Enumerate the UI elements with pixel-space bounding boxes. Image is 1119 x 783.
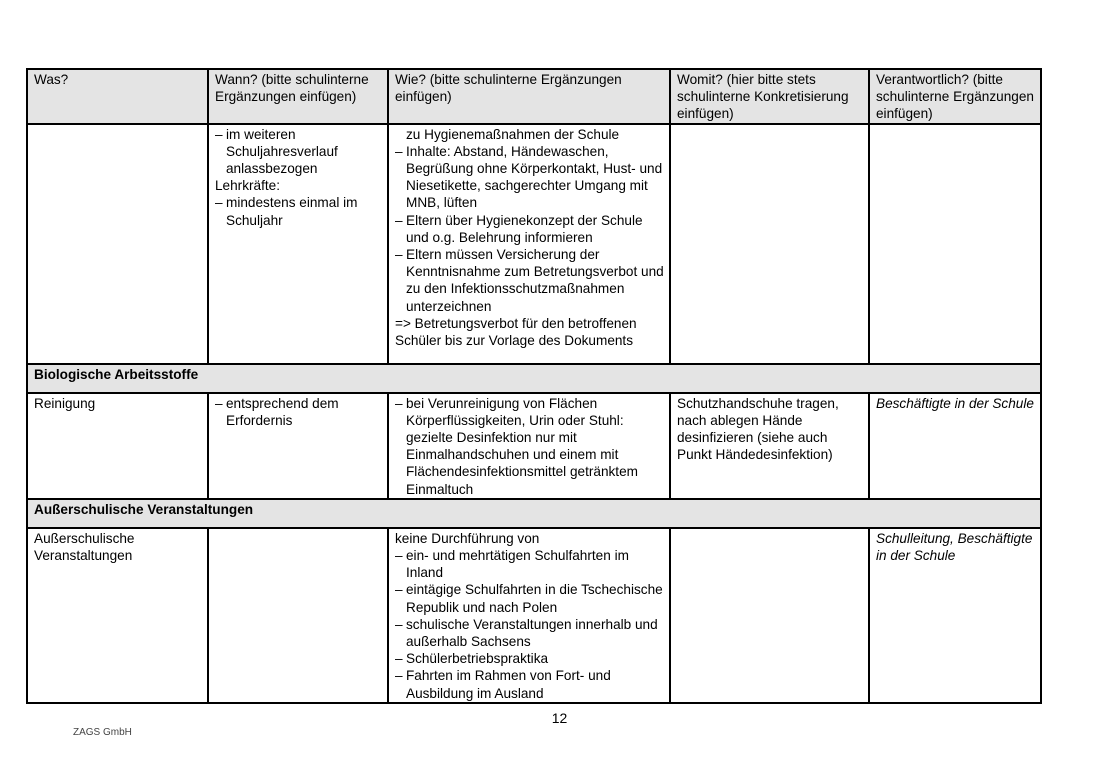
list-item: – Fahrten im Rahmen von Fort- und Ausbildung im Ausland <box>395 667 664 701</box>
list-item: – im weiteren Schuljahresverlauf anlassbezogen <box>215 126 382 178</box>
section-title-biologisch: Biologische Arbeitsstoffe <box>27 364 1041 393</box>
cell-verantwortlich <box>869 124 1041 364</box>
table-row <box>27 124 1041 364</box>
wann-list <box>215 126 382 178</box>
cell-wie <box>388 528 670 703</box>
header-row <box>27 69 1041 124</box>
list-item: – eintägige Schulfahrten in die Tschechische Republik und nach Polen <box>395 581 664 615</box>
cell-was: Reinigung <box>27 393 208 499</box>
list-item: – Eltern über Hygienekonzept der Schule und o.g. Belehrung informieren <box>395 212 664 246</box>
list-item: – Inhalte: Abstand, Händewaschen, Begrüßung ohne Körperkontakt, Hust- und Niesetikette, sachgerechter Umgang mit MNB, lüften <box>395 143 664 212</box>
cell-womit <box>670 528 869 703</box>
header-verantwortlich: Verantwortlich? (bitte schulinterne Ergänzungen einfügen) <box>869 69 1041 124</box>
page-number: 12 <box>551 710 568 726</box>
wie-continuation: zu Hygienemaßnahmen der Schule <box>406 126 620 142</box>
wie-list <box>395 143 664 315</box>
list-item: – schulische Veranstaltungen innerhalb und außerhalb Sachsens <box>395 616 664 650</box>
section-title-ausserschulisch: Außerschulische Veranstaltungen <box>27 499 1041 528</box>
header-was: Was? <box>27 69 208 124</box>
table-row <box>27 528 1041 703</box>
wie-note: => Betretungsverbot für den betroffenen Schüler bis zur Vorlage des Dokuments <box>395 315 637 349</box>
header-womit: Womit? (hier bitte stets schulinterne Konkretisierung einfügen) <box>670 69 869 124</box>
cell-womit: Schutzhandschuhe tragen, nach ablegen Hände desinfizieren (siehe auch Punkt Händedesinfektion) <box>670 393 869 499</box>
measures-table <box>26 68 1042 704</box>
list-item: – mindestens einmal im Schuljahr <box>215 194 382 228</box>
cell-wann <box>208 393 388 499</box>
wie-list <box>395 547 664 702</box>
header-wie: Wie? (bitte schulinterne Ergänzungen einfügen) <box>388 69 670 124</box>
list-item: – ein- und mehrtätigen Schulfahrten im Inland <box>395 547 664 581</box>
cell-was <box>27 124 208 364</box>
wann-list-2 <box>215 194 382 228</box>
cell-was: Außerschulische Veranstaltungen <box>27 528 208 703</box>
cell-wie <box>388 124 670 364</box>
list-item: – bei Verunreinigung von Flächen Körperflüssigkeiten, Urin oder Stuhl: gezielte Desinfektion nur mit Einmalhandschuhen und einem mit Flächendesinfektionsmittel getränktem Einmaltuch <box>395 395 664 498</box>
table-row <box>27 393 1041 499</box>
cell-wie <box>388 393 670 499</box>
wann-label: Lehrkräfte: <box>215 178 280 194</box>
list-item: – entsprechend dem Erfordernis <box>215 395 382 429</box>
cell-wann <box>208 124 388 364</box>
list-item: – Schülerbetriebspraktika <box>395 650 664 667</box>
wie-intro: keine Durchführung von <box>395 530 540 546</box>
wie-list <box>395 395 664 498</box>
footer-company: ZAGS GmbH <box>73 727 132 738</box>
section-row <box>27 364 1041 393</box>
section-row <box>27 499 1041 528</box>
cell-verantwortlich: Beschäftigte in der Schule <box>869 393 1041 499</box>
cell-wann <box>208 528 388 703</box>
wann-list <box>215 395 382 429</box>
cell-verantwortlich: Schulleitung, Beschäftigte in der Schule <box>869 528 1041 703</box>
cell-womit <box>670 124 869 364</box>
header-wann: Wann? (bitte schulinterne Ergänzungen einfügen) <box>208 69 388 124</box>
list-item: – Eltern müssen Versicherung der Kenntnisnahme zum Betretungsverbot und zu den Infektionsschutzmaßnahmen unterzeichnen <box>395 246 664 315</box>
